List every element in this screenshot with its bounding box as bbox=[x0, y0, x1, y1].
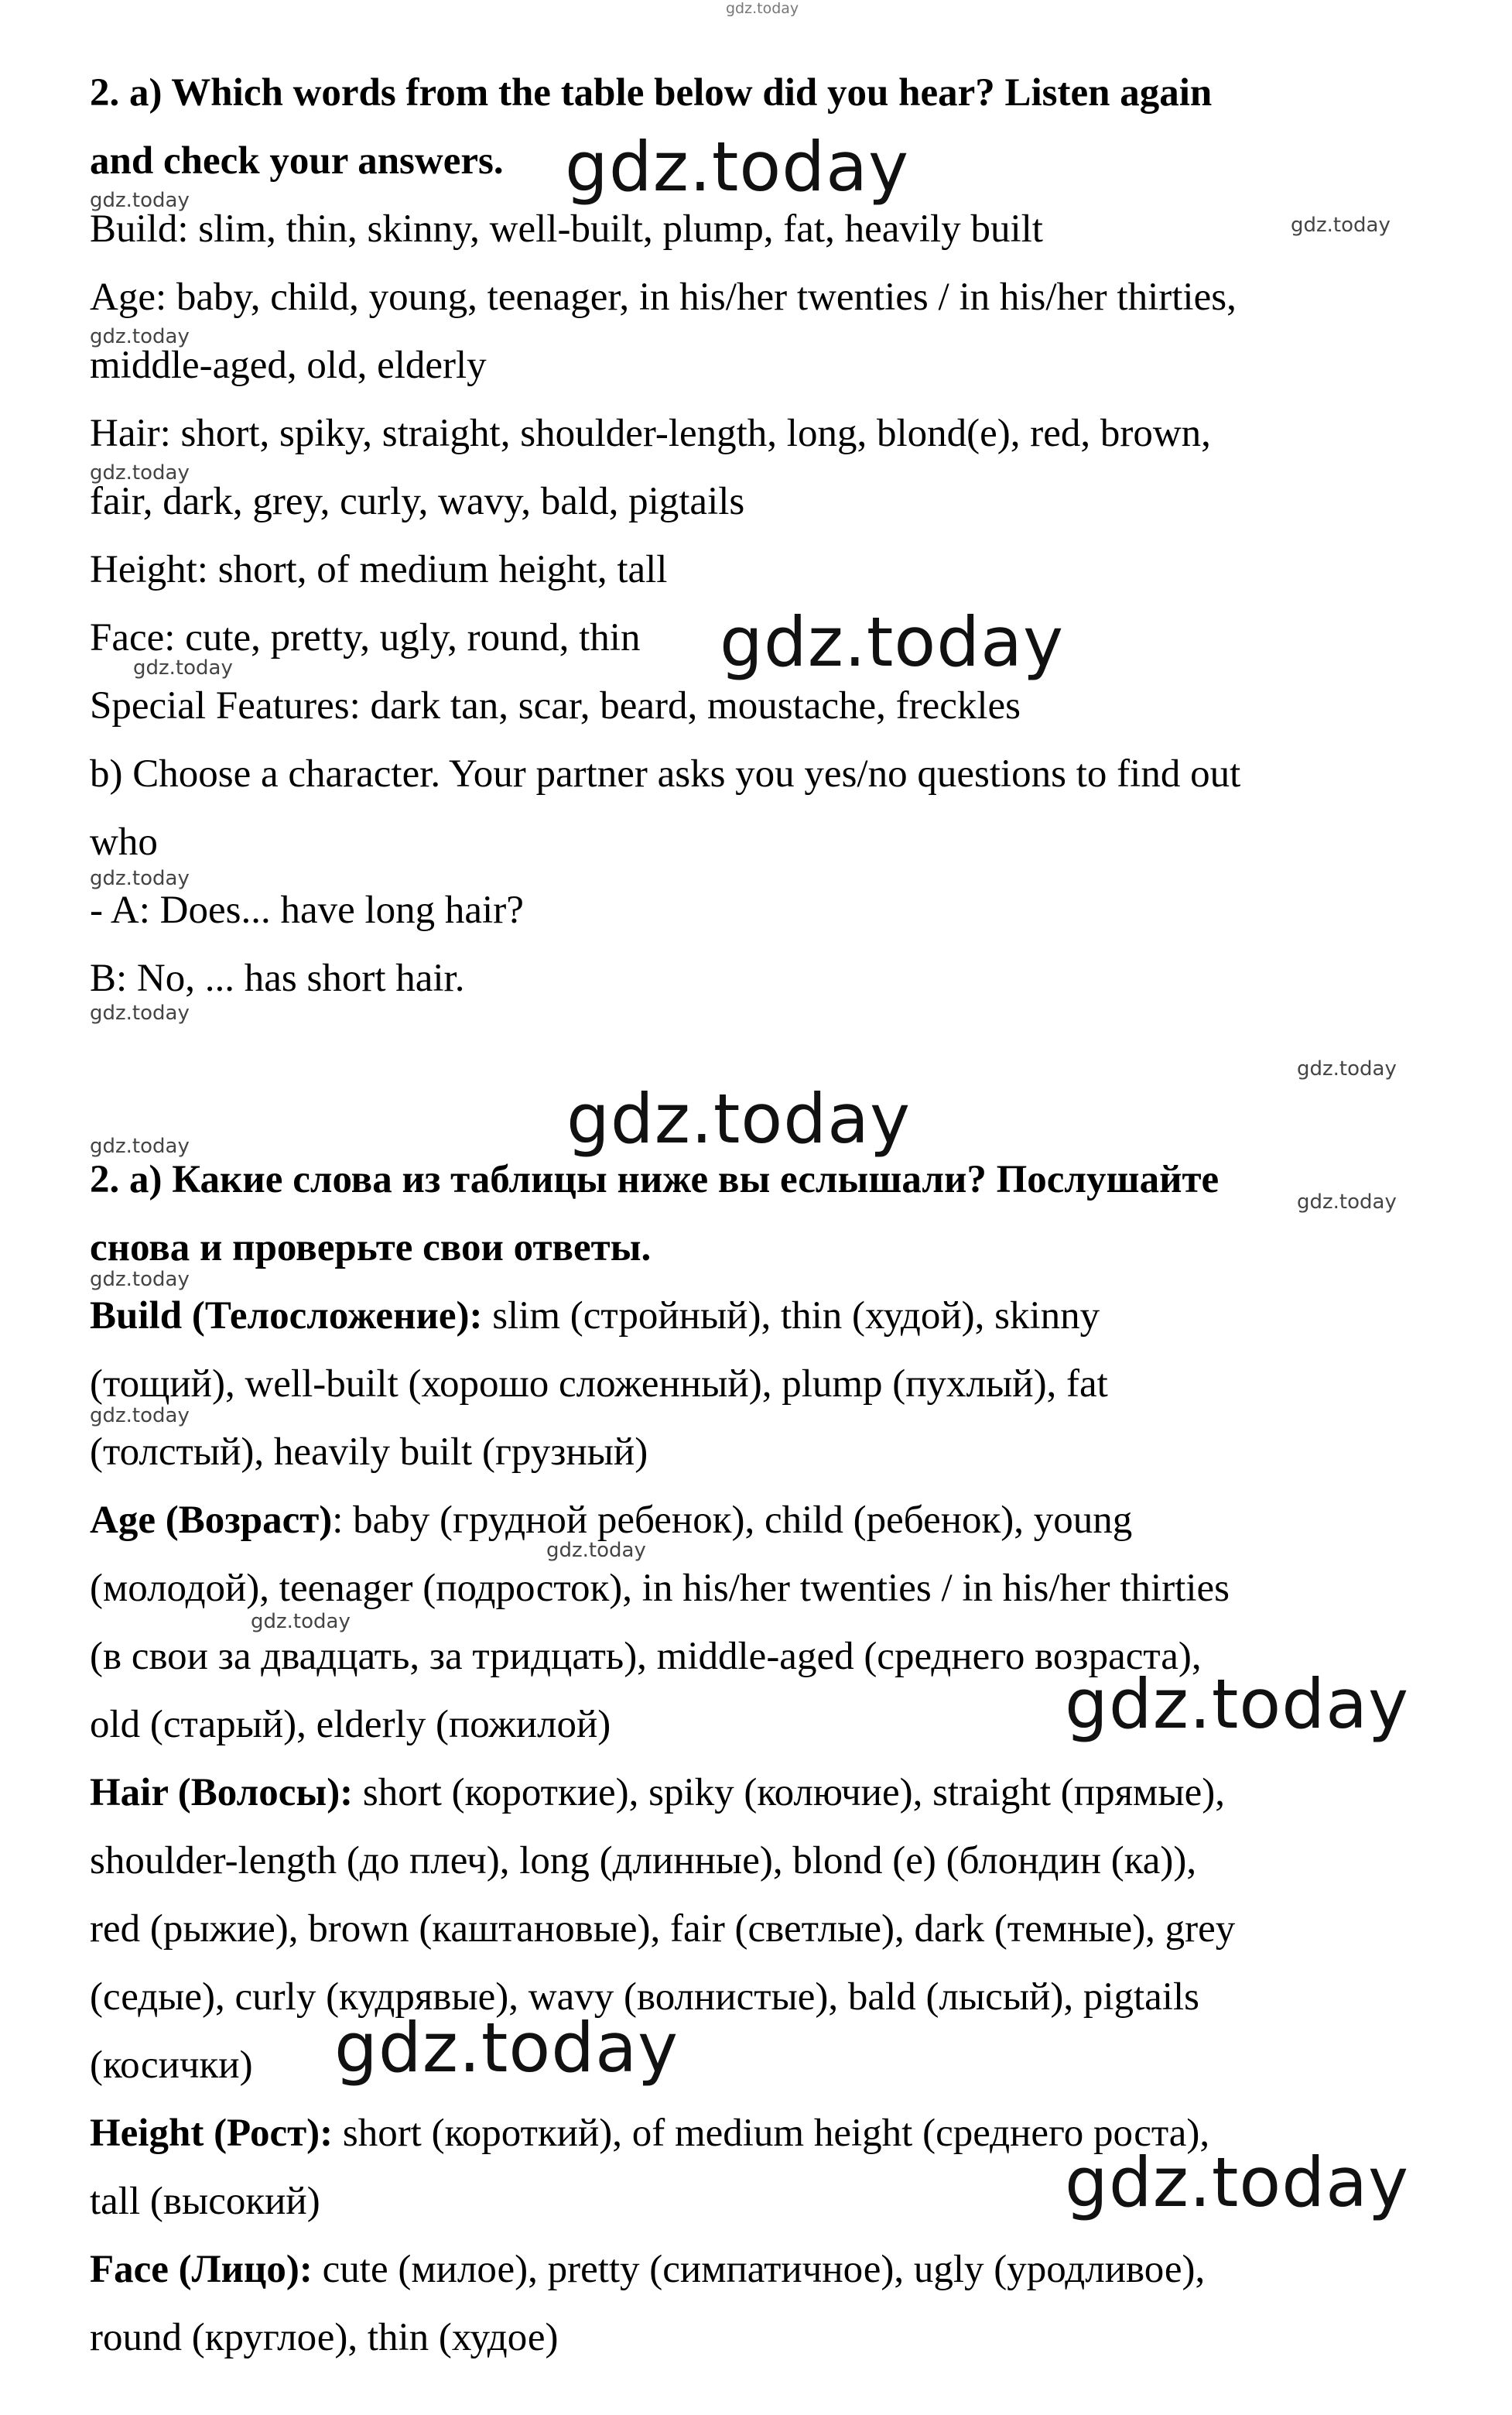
russian-build-line-2: (тощий), well-built (хорошо сложенный), plump (пухлый), fat bbox=[90, 1362, 1108, 1406]
english-hair-line-2: fair, dark, grey, curly, wavy, bald, pigtails bbox=[90, 480, 745, 523]
watermark-small: gdz.today bbox=[90, 461, 190, 485]
english-build-line: Build: slim, thin, skinny, well-built, plump, fat, heavily built bbox=[90, 207, 1043, 251]
watermark-small: gdz.today bbox=[90, 1404, 190, 1427]
build-label: Build (Телосложение): bbox=[90, 1294, 483, 1338]
russian-heading-line-1: 2. a) Какие слова из таблицы ниже вы еслышали? Послушайте bbox=[90, 1158, 1220, 1201]
russian-face-line-2: round (круглое), thin (худое) bbox=[90, 2316, 559, 2359]
watermark-small: gdz.today bbox=[251, 1610, 351, 1633]
english-special-features-line: Special Features: dark tan, scar, beard, moustache, freckles bbox=[90, 684, 1021, 728]
height-label: Height (Рост): bbox=[90, 2112, 334, 2155]
watermark-large: gdz.today bbox=[565, 127, 910, 207]
russian-age-line-1 bbox=[90, 1497, 1132, 1543]
russian-age-line-3: (в свои за двадцать, за тридцать), middle-aged (среднего возраста), bbox=[90, 1635, 1202, 1678]
english-hair-line-1: Hair: short, spiky, straight, shoulder-length, long, blond(e), red, brown, bbox=[90, 412, 1211, 455]
watermark-small: gdz.today bbox=[546, 1539, 646, 1562]
watermark-top: gdz.today bbox=[726, 0, 799, 17]
build-values: slim (стройный), thin (худой), skinny bbox=[482, 1294, 1100, 1338]
watermark-small: gdz.today bbox=[133, 656, 233, 680]
english-age-line-1: Age: baby, child, young, teenager, in his/her twenties / in his/her thirties, bbox=[90, 276, 1237, 319]
age-values: : baby (грудной ребенок), child (ребенок), young bbox=[332, 1499, 1133, 1542]
watermark-small: gdz.today bbox=[90, 1135, 190, 1158]
english-dialog-a: - A: Does... have long hair? bbox=[90, 889, 524, 932]
watermark-small: gdz.today bbox=[90, 1002, 190, 1025]
russian-hair-line-2: shoulder-length (до плеч), long (длинные), blond (е) (блондин (ка)), bbox=[90, 1839, 1197, 1882]
watermark-small: gdz.today bbox=[1297, 1057, 1397, 1081]
russian-hair-line-5: (косички) bbox=[90, 2043, 253, 2087]
russian-hair-line-4: (седые), curly (кудрявые), wavy (волнистые), bald (лысый), pigtails bbox=[90, 1975, 1199, 2019]
watermark-large: gdz.today bbox=[1065, 2143, 1410, 2222]
hair-label: Hair (Волосы): bbox=[90, 1771, 354, 1814]
russian-face-line-1 bbox=[90, 2246, 1205, 2293]
watermark-small: gdz.today bbox=[90, 325, 190, 348]
english-heading-line-1: 2. a) Which words from the table below did you hear? Listen again bbox=[90, 71, 1213, 115]
height-values: short (короткий), of medium height (среднего роста), bbox=[333, 2112, 1210, 2155]
hair-values: short (короткие), spiky (колючие), straight (прямые), bbox=[353, 1771, 1225, 1814]
watermark-small: gdz.today bbox=[1291, 214, 1391, 237]
english-face-line: Face: cute, pretty, ugly, round, thin bbox=[90, 616, 641, 659]
russian-age-line-2: (молодой), teenager (подросток), in his/her twenties / in his/her thirties bbox=[90, 1567, 1230, 1610]
russian-hair-line-3: red (рыжие), brown (каштановые), fair (светлые), dark (темные), grey bbox=[90, 1907, 1236, 1951]
english-task-b-line-1: b) Choose a character. Your partner asks you yes/no questions to find out bbox=[90, 752, 1241, 796]
watermark-large: gdz.today bbox=[334, 2008, 679, 2088]
english-task-b-line-2: who bbox=[90, 820, 158, 864]
russian-build-line-3: (толстый), heavily built (грузный) bbox=[90, 1430, 648, 1474]
russian-height-line-1 bbox=[90, 2110, 1209, 2156]
watermark-large: gdz.today bbox=[720, 602, 1065, 682]
face-values: cute (милое), pretty (симпатичное), ugly (уродливое), bbox=[312, 2248, 1206, 2291]
watermark-small: gdz.today bbox=[90, 1268, 190, 1291]
watermark-small: gdz.today bbox=[90, 189, 190, 212]
russian-build-line-1 bbox=[90, 1293, 1100, 1339]
russian-height-line-2: tall (высокий) bbox=[90, 2180, 320, 2223]
face-label: Face (Лицо): bbox=[90, 2248, 313, 2291]
watermark-small: gdz.today bbox=[1297, 1190, 1397, 1214]
russian-age-line-4: old (старый), elderly (пожилой) bbox=[90, 1703, 611, 1746]
english-heading-line-2: and check your answers. bbox=[90, 139, 504, 183]
english-age-line-2: middle-aged, old, elderly bbox=[90, 344, 487, 387]
age-label: Age (Возраст) bbox=[90, 1499, 333, 1542]
watermark-large: gdz.today bbox=[1065, 1664, 1410, 1744]
russian-hair-line-1 bbox=[90, 1769, 1225, 1816]
russian-heading-line-2: снова и проверьте свои ответы. bbox=[90, 1226, 652, 1269]
watermark-small: gdz.today bbox=[90, 867, 190, 890]
watermark-large: gdz.today bbox=[566, 1079, 912, 1159]
english-height-line: Height: short, of medium height, tall bbox=[90, 548, 668, 591]
english-dialog-b: B: No, ... has short hair. bbox=[90, 957, 465, 1000]
